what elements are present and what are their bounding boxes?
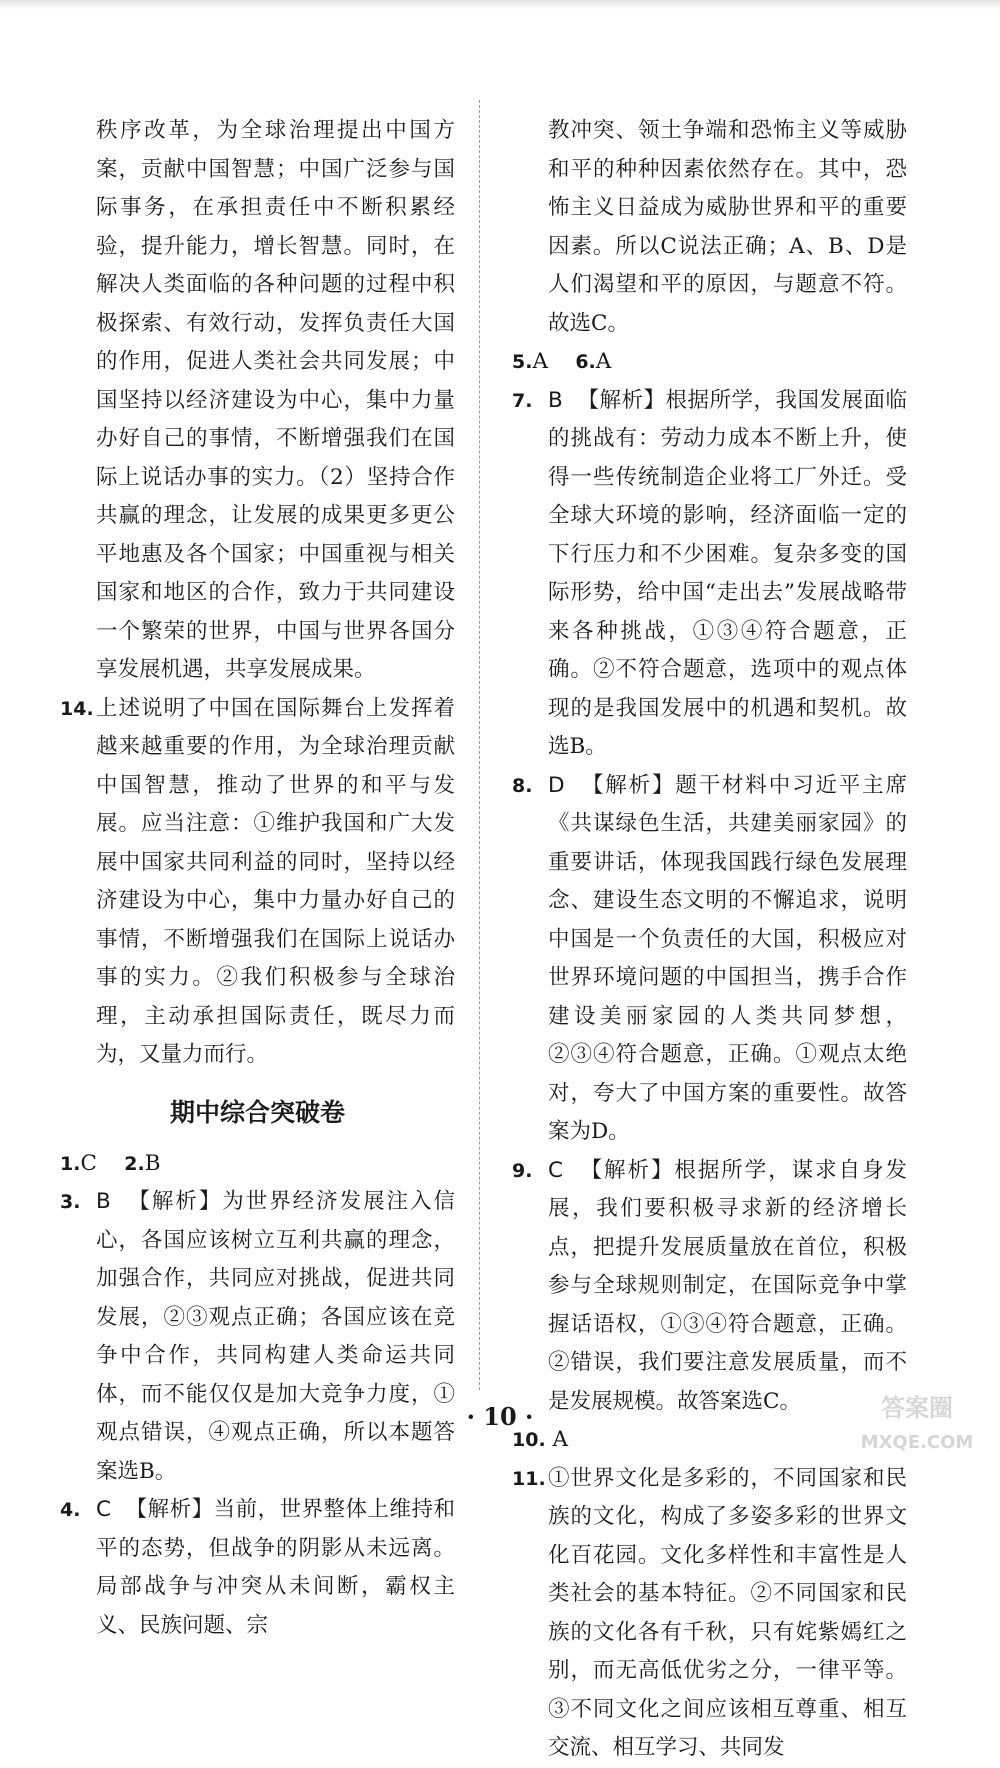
question-number: 1. [60, 1152, 81, 1175]
answer-choice: A [595, 349, 612, 374]
watermark-logo-icon [852, 1386, 982, 1462]
question-number: 3. [60, 1191, 81, 1213]
question-number: 9. [512, 1159, 533, 1182]
question-11 [512, 1460, 907, 1768]
section-title: 期中综合突破卷 [169, 1097, 345, 1127]
question-3 [60, 1183, 455, 1491]
answer-choice: B [548, 387, 563, 413]
analysis-text: 根据所学，我国发展面临的挑战有：劳动力成本不断上升，使得一些传统制造企业将工厂外迁。受全球大环境的影响，经济面临一定的下行压力和不少困难。复杂多变的国际形势，给中国“走出去”发展战略带来各种挑战，①③④符合题意，正确。②不符合题意，选项中的观点体现的是我国发展中的机遇和契机。故选B。 [548, 387, 907, 759]
question-number: 10. [512, 1429, 546, 1451]
analysis-tag: 【解析】 [577, 387, 666, 413]
question-7 [512, 382, 907, 767]
column-divider [479, 100, 480, 1390]
answer-choice: C [80, 1150, 97, 1176]
question-number: 7. [512, 389, 533, 412]
analysis-tag: 【解析】 [581, 772, 676, 798]
question-number: 2. [124, 1152, 145, 1175]
answers-1-2 [60, 1145, 455, 1184]
question-14 [60, 690, 455, 1075]
answer-choice: B [144, 1150, 161, 1176]
analysis-tag: 【解析】 [125, 1497, 214, 1522]
question-number: 8. [512, 774, 533, 797]
watermark-line2: MXQE.COM [860, 1432, 974, 1453]
question-number: 5. [512, 351, 533, 373]
question-4 [60, 1491, 455, 1645]
analysis-tag: 【解析】 [580, 1157, 675, 1183]
answer-choice: A [552, 1427, 569, 1452]
page-number: · 10 · [466, 1402, 534, 1431]
answer-choice: C [96, 1497, 112, 1522]
analysis-text: 为世界经济发展注入信心，各国应该树立互利共赢的理念，加强合作，共同应对挑战，促进共同发展，②③观点正确；各国应该在竞争中合作，共同构建人类命运共同体，而不能仅仅是加大竞争力度，①观点错误，④观点正确，所以本题答案选B。 [96, 1189, 455, 1484]
question-number: 14. [60, 697, 94, 720]
question-answer-text: ①世界文化是多彩的，不同国家和民族的文化，构成了多姿多彩的世界文化百花园。文化多样性和丰富性是人类社会的基本特征。②不同国家和民族的文化各有千秋，只有姹紫嫣红之别，而无高低优劣之分，一律平等。③不同文化之间应该相互尊重、相互交流、相互学习、共同发 [548, 1465, 907, 1760]
analysis-text: 题干材料中习近平主席《共谋绿色生活，共建美丽家园》的重要讲话，体现我国践行绿色发展理念、建设生态文明的不懈追求，说明中国是一个负责任的大国，积极应对世界环境问题的中国担当，携手合作建设美丽家园的人类共同梦想，②③④符合题意，正确。①观点太绝对，夸大了中国方案的重要性。故答案为D。 [548, 772, 907, 1144]
q4-continuation: 教冲突、领土争端和恐怖主义等威胁和平的种种因素依然存在。其中，恐怖主义日益成为威胁世界和平的重要因素。所以C说法正确；A、B、D是人们渴望和平的原因，与题意不符。故选C。 [548, 118, 907, 336]
question-number: 11. [512, 1467, 546, 1490]
question-8 [512, 767, 907, 1152]
analysis-text: 当前，世界整体上维持和平的态势，但战争的阴影从未远离。局部战争与冲突从未间断，霸权主义、民族问题、宗 [96, 1497, 455, 1638]
analysis-tag: 【解析】 [128, 1189, 223, 1214]
answers-5-6 [512, 343, 907, 382]
answer-choice: B [96, 1189, 111, 1214]
answer-choice: A [532, 349, 548, 374]
watermark-line1: 答案圈 [881, 1394, 953, 1422]
question-number: 4. [60, 1499, 81, 1521]
question-number: 6. [575, 351, 596, 373]
q13-continuation: 秩序改革，为全球治理提出中国方案，贡献中国智慧；中国广泛参与国际事务，在承担责任中不断积累经验，提升能力，增长智慧。同时，在解决人类面临的各种问题的过程中积极探索、有效行动，发挥负责任大国的作用，促进人类社会共同发展；中国坚持以经济建设为中心，集中力量办好自己的事情，不断增强我们在国际上说话办事的实力。（2）坚持合作共赢的理念，让发展的成果更多更公平地惠及各个国家；中国重视与相关国家和地区的合作，致力于共同建设一个繁荣的世界，中国与世界各国分享发展机遇，共享发展成果。 [96, 118, 455, 682]
question-9 [512, 1152, 907, 1422]
scan-top-edge [0, 0, 1000, 10]
analysis-text: 根据所学，谋求自身发展，我们要积极寻求新的经济增长点，把提升发展质量放在首位，积极参与全球规则制定，在国际竞争中掌握话语权，①③④符合题意，正确。②错误，我们要注意发展质量，而不是发展规模。故答案选C。 [548, 1157, 907, 1414]
answer-choice: C [548, 1157, 564, 1183]
right-column [512, 112, 907, 1768]
answer-choice: D [548, 772, 565, 798]
question-answer-text: 上述说明了中国在国际舞台上发挥着越来越重要的作用，为全球治理贡献中国智慧，推动了世界的和平与发展。应当注意：①维护我国和广大发展中国家共同利益的同时，坚持以经济建设为中心，集中力量办好自己的事情，不断增强我们在国际上说话办事的实力。②我们积极参与全球治理，主动承担国际责任，既尽力而为，又量力而行。 [96, 695, 455, 1067]
